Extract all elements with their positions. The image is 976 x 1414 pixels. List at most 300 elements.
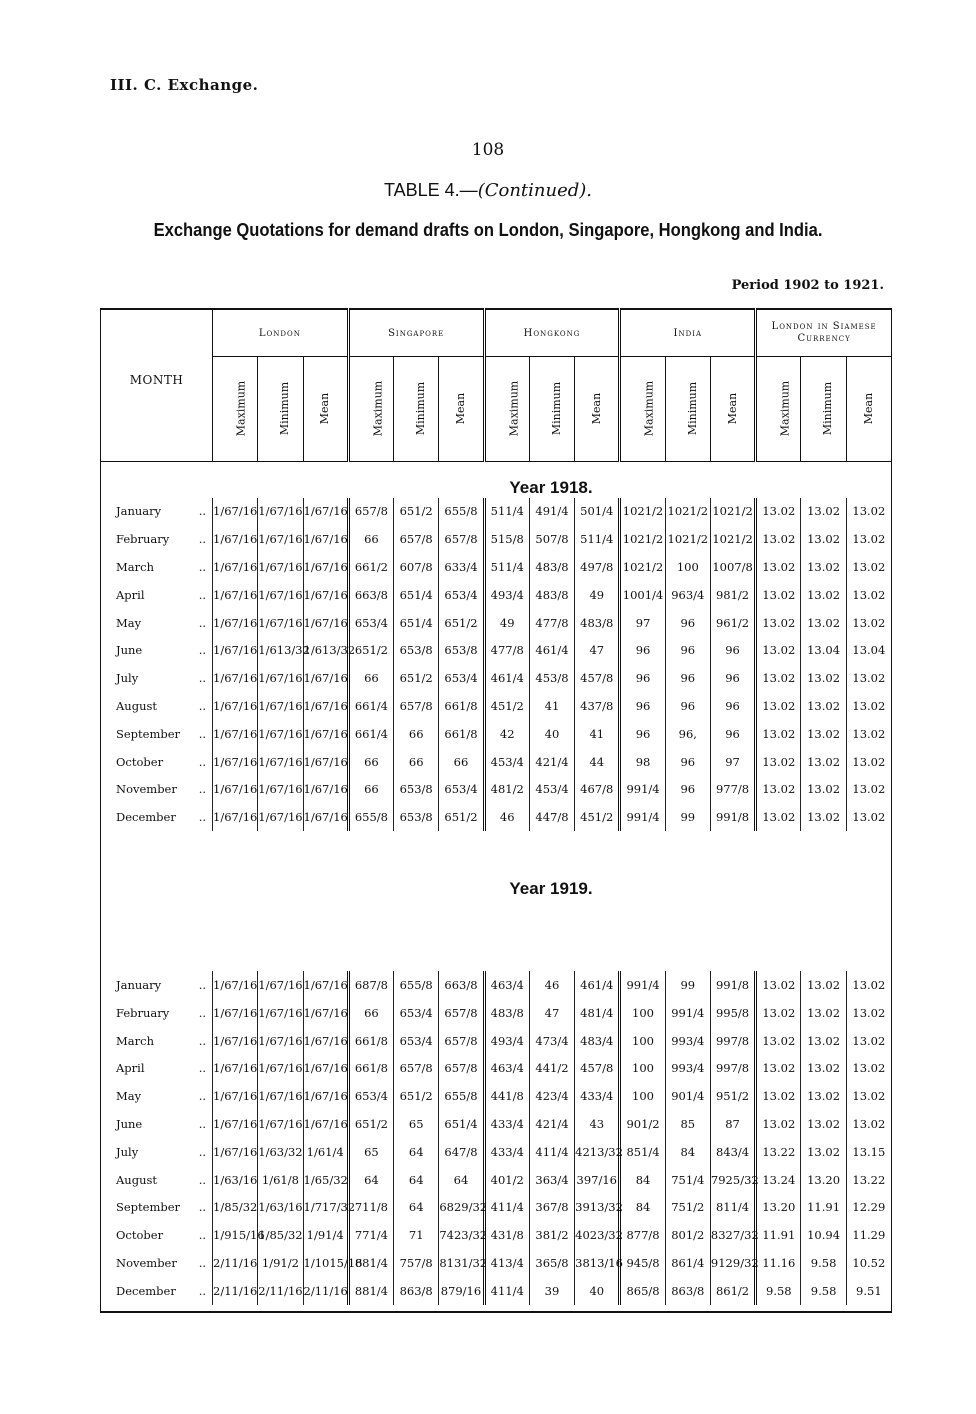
value-cell: 1/67/16 bbox=[213, 1054, 258, 1082]
value-cell: 655/8 bbox=[439, 1082, 484, 1110]
value-cell: 511/4 bbox=[484, 553, 529, 581]
table-row bbox=[101, 1082, 892, 1110]
leader-dots: .. bbox=[198, 559, 206, 574]
value-cell: 1/67/16 bbox=[303, 803, 348, 831]
month-cell bbox=[101, 609, 213, 637]
month-name: February bbox=[116, 532, 170, 547]
table-row bbox=[101, 553, 892, 581]
value-cell: 991/8 bbox=[710, 971, 755, 999]
spacer-row bbox=[101, 931, 892, 971]
value-cell: 43 bbox=[575, 1110, 620, 1138]
month-cell bbox=[101, 1221, 213, 1249]
month-name: May bbox=[116, 615, 142, 630]
month-name: December bbox=[116, 810, 176, 825]
value-cell: 2/11/16 bbox=[213, 1277, 258, 1305]
value-cell: 863/8 bbox=[394, 1277, 439, 1305]
month-name: July bbox=[116, 1144, 139, 1159]
value-cell: 13.02 bbox=[756, 498, 801, 526]
month-cell bbox=[101, 553, 213, 581]
value-cell: 993/4 bbox=[665, 1054, 710, 1082]
leader-dots: .. bbox=[198, 532, 206, 547]
value-cell: 1/67/16 bbox=[258, 664, 303, 692]
value-cell: 1/67/16 bbox=[258, 498, 303, 526]
value-cell: 13.02 bbox=[801, 498, 846, 526]
value-cell: 881/4 bbox=[348, 1249, 393, 1277]
value-cell: 13.02 bbox=[846, 692, 891, 720]
table-row bbox=[101, 1249, 892, 1277]
value-cell: 661/4 bbox=[348, 692, 393, 720]
month-name: October bbox=[116, 1228, 164, 1243]
col-header-text: Maximum bbox=[506, 381, 520, 437]
value-cell: 96 bbox=[620, 636, 665, 664]
value-cell: 13.04 bbox=[846, 636, 891, 664]
value-cell: 1007/8 bbox=[710, 553, 755, 581]
value-cell: 751/4 bbox=[665, 1166, 710, 1194]
value-cell: 365/8 bbox=[529, 1249, 574, 1277]
value-cell: 651/4 bbox=[394, 581, 439, 609]
value-cell: 64 bbox=[348, 1166, 393, 1194]
value-cell: 13.24 bbox=[756, 1166, 801, 1194]
value-cell: 651/2 bbox=[394, 1082, 439, 1110]
value-cell: 497/8 bbox=[575, 553, 620, 581]
value-cell: 441/8 bbox=[484, 1082, 529, 1110]
value-cell: 851/4 bbox=[620, 1138, 665, 1166]
value-cell: 96 bbox=[710, 720, 755, 748]
value-cell: 66 bbox=[348, 999, 393, 1027]
value-cell: 451/2 bbox=[575, 803, 620, 831]
value-cell: 13.02 bbox=[801, 748, 846, 776]
value-cell: 41 bbox=[529, 692, 574, 720]
col-header-text: Minimum bbox=[414, 382, 428, 436]
value-cell: 1/67/16 bbox=[258, 1110, 303, 1138]
value-cell: 71 bbox=[394, 1221, 439, 1249]
group-london-siamese: London in Siamese Currency bbox=[756, 309, 892, 357]
value-cell: 10.52 bbox=[846, 1249, 891, 1277]
value-cell: 13.02 bbox=[756, 664, 801, 692]
value-cell: 13.02 bbox=[756, 971, 801, 999]
value-cell: 12.29 bbox=[846, 1193, 891, 1221]
value-cell: 13.02 bbox=[801, 525, 846, 553]
col-header-london-minimum bbox=[258, 357, 303, 462]
col-header-siamese-maximum bbox=[756, 357, 801, 462]
leader-dots: .. bbox=[198, 504, 206, 519]
col-header-text: Minimum bbox=[550, 382, 564, 436]
value-cell: 39 bbox=[529, 1277, 574, 1305]
year-row-1918 bbox=[101, 461, 892, 498]
value-cell: 13.02 bbox=[756, 1082, 801, 1110]
col-header-text: Minimum bbox=[278, 382, 292, 436]
value-cell: 1/67/16 bbox=[213, 636, 258, 664]
value-cell: 661/8 bbox=[348, 1054, 393, 1082]
value-cell: 64 bbox=[439, 1166, 484, 1194]
value-cell: 453/4 bbox=[484, 748, 529, 776]
value-cell: 945/8 bbox=[620, 1249, 665, 1277]
value-cell: 963/4 bbox=[665, 581, 710, 609]
value-cell: 951/2 bbox=[710, 1082, 755, 1110]
table-row bbox=[101, 1221, 892, 1249]
value-cell: 13.02 bbox=[846, 1082, 891, 1110]
value-cell: 100 bbox=[620, 999, 665, 1027]
value-cell: 1/67/16 bbox=[303, 1110, 348, 1138]
value-cell: 100 bbox=[620, 1082, 665, 1110]
value-cell: 13.02 bbox=[801, 581, 846, 609]
col-header-text: Mean bbox=[590, 393, 604, 425]
value-cell: 96 bbox=[665, 775, 710, 803]
value-cell: 66 bbox=[348, 748, 393, 776]
month-cell bbox=[101, 636, 213, 664]
col-header-text: Maximum bbox=[778, 381, 792, 437]
leader-dots: .. bbox=[198, 587, 206, 602]
value-cell: 96 bbox=[665, 692, 710, 720]
table-row bbox=[101, 1138, 892, 1166]
value-cell: 42 bbox=[484, 720, 529, 748]
value-cell: 1/67/16 bbox=[213, 664, 258, 692]
value-cell: 66 bbox=[394, 720, 439, 748]
col-header-text: Maximum bbox=[642, 381, 656, 437]
table-subtitle: Exchange Quotations for demand drafts on London, Singapore, Hongkong and India. bbox=[153, 220, 823, 240]
leader-dots: .. bbox=[198, 1005, 206, 1020]
month-name: June bbox=[116, 1116, 143, 1131]
value-cell: 1/67/16 bbox=[258, 775, 303, 803]
value-cell: 1/67/16 bbox=[258, 553, 303, 581]
value-cell: 1/67/16 bbox=[258, 609, 303, 637]
group-india: India bbox=[620, 309, 756, 357]
value-cell: 13.02 bbox=[801, 971, 846, 999]
value-cell: 2/11/16 bbox=[303, 1277, 348, 1305]
value-cell: 13.02 bbox=[801, 1138, 846, 1166]
value-cell: 87 bbox=[710, 1110, 755, 1138]
sub-header-row bbox=[101, 357, 892, 462]
value-cell: 411/4 bbox=[484, 1193, 529, 1221]
value-cell: 653/4 bbox=[439, 775, 484, 803]
value-cell: 4213/32 bbox=[575, 1138, 620, 1166]
value-cell: 100 bbox=[620, 1054, 665, 1082]
value-cell: 65 bbox=[394, 1110, 439, 1138]
value-cell: 40 bbox=[529, 720, 574, 748]
col-header-siamese-mean bbox=[846, 357, 891, 462]
month-cell bbox=[101, 720, 213, 748]
value-cell: 1/67/16 bbox=[213, 692, 258, 720]
value-cell: 46 bbox=[529, 971, 574, 999]
value-cell: 66 bbox=[439, 748, 484, 776]
value-cell: 411/4 bbox=[484, 1277, 529, 1305]
value-cell: 1021/2 bbox=[665, 498, 710, 526]
month-cell bbox=[101, 1277, 213, 1305]
col-header-text: Maximum bbox=[234, 381, 248, 437]
value-cell: 991/4 bbox=[665, 999, 710, 1027]
value-cell: 96, bbox=[665, 720, 710, 748]
value-cell: 13.02 bbox=[846, 498, 891, 526]
leader-dots: .. bbox=[198, 1089, 206, 1104]
value-cell: 995/8 bbox=[710, 999, 755, 1027]
leader-dots: .. bbox=[198, 1033, 206, 1048]
value-cell: 1/67/16 bbox=[213, 1138, 258, 1166]
value-cell: 1/63/16 bbox=[213, 1166, 258, 1194]
value-cell: 1/67/16 bbox=[258, 720, 303, 748]
value-cell: 97 bbox=[710, 748, 755, 776]
value-cell: 84 bbox=[620, 1166, 665, 1194]
value-cell: 13.02 bbox=[801, 1054, 846, 1082]
value-cell: 10.94 bbox=[801, 1221, 846, 1249]
value-cell: 901/4 bbox=[665, 1082, 710, 1110]
value-cell: 657/8 bbox=[348, 498, 393, 526]
value-cell: 437/8 bbox=[575, 692, 620, 720]
value-cell: 13.20 bbox=[756, 1193, 801, 1221]
value-cell: 1/67/16 bbox=[213, 498, 258, 526]
value-cell: 1/67/16 bbox=[303, 609, 348, 637]
value-cell: 1/613/32 bbox=[303, 636, 348, 664]
value-cell: 861/2 bbox=[710, 1277, 755, 1305]
value-cell: 653/4 bbox=[439, 664, 484, 692]
year-label-1919: Year 1919. bbox=[509, 879, 593, 899]
month-name: July bbox=[116, 671, 139, 686]
value-cell: 44 bbox=[575, 748, 620, 776]
value-cell: 13.02 bbox=[801, 609, 846, 637]
value-cell: 66 bbox=[348, 525, 393, 553]
leader-dots: .. bbox=[198, 615, 206, 630]
table-row bbox=[101, 1193, 892, 1221]
value-cell: 977/8 bbox=[710, 775, 755, 803]
month-name: June bbox=[116, 643, 143, 658]
month-name: May bbox=[116, 1089, 142, 1104]
value-cell: 501/4 bbox=[575, 498, 620, 526]
value-cell: 661/2 bbox=[348, 553, 393, 581]
value-cell: 64 bbox=[394, 1166, 439, 1194]
page-number: 108 bbox=[471, 140, 505, 160]
value-cell: 84 bbox=[620, 1193, 665, 1221]
value-cell: 1/67/16 bbox=[303, 692, 348, 720]
value-cell: 13.20 bbox=[801, 1166, 846, 1194]
month-cell bbox=[101, 1249, 213, 1277]
value-cell: 421/4 bbox=[529, 748, 574, 776]
value-cell: 85 bbox=[665, 1110, 710, 1138]
value-cell: 98 bbox=[620, 748, 665, 776]
month-cell bbox=[101, 803, 213, 831]
value-cell: 411/4 bbox=[529, 1138, 574, 1166]
value-cell: 997/8 bbox=[710, 1027, 755, 1055]
value-cell: 13.02 bbox=[846, 775, 891, 803]
value-cell: 653/8 bbox=[394, 803, 439, 831]
value-cell: 97 bbox=[620, 609, 665, 637]
value-cell: 1/67/16 bbox=[213, 775, 258, 803]
table-row bbox=[101, 748, 892, 776]
month-name: November bbox=[116, 782, 177, 797]
month-name: March bbox=[116, 1033, 154, 1048]
value-cell: 13.02 bbox=[801, 775, 846, 803]
value-cell: 991/4 bbox=[620, 775, 665, 803]
value-cell: 653/4 bbox=[348, 609, 393, 637]
table-row bbox=[101, 1054, 892, 1082]
value-cell: 1001/4 bbox=[620, 581, 665, 609]
month-name: March bbox=[116, 559, 154, 574]
col-header-singapore-mean bbox=[439, 357, 484, 462]
value-cell: 9129/32 bbox=[710, 1249, 755, 1277]
value-cell: 1/67/16 bbox=[303, 999, 348, 1027]
leader-dots: .. bbox=[198, 782, 206, 797]
group-header-row bbox=[101, 309, 892, 357]
value-cell: 477/8 bbox=[529, 609, 574, 637]
value-cell: 13.02 bbox=[846, 720, 891, 748]
col-header-text: Mean bbox=[862, 393, 876, 425]
value-cell: 1021/2 bbox=[620, 525, 665, 553]
value-cell: 3913/32 bbox=[575, 1193, 620, 1221]
value-cell: 66 bbox=[394, 748, 439, 776]
value-cell: 483/8 bbox=[575, 609, 620, 637]
month-cell bbox=[101, 999, 213, 1027]
value-cell: 1/613/32 bbox=[258, 636, 303, 664]
value-cell: 1/67/16 bbox=[303, 775, 348, 803]
value-cell: 433/4 bbox=[484, 1138, 529, 1166]
value-cell: 13.15 bbox=[846, 1138, 891, 1166]
col-header-india-maximum bbox=[620, 357, 665, 462]
value-cell: 13.02 bbox=[801, 1027, 846, 1055]
value-cell: 997/8 bbox=[710, 1054, 755, 1082]
col-header-hongkong-minimum bbox=[529, 357, 574, 462]
value-cell: 47 bbox=[529, 999, 574, 1027]
value-cell: 64 bbox=[394, 1138, 439, 1166]
value-cell: 473/4 bbox=[529, 1027, 574, 1055]
month-cell bbox=[101, 664, 213, 692]
value-cell: 711/8 bbox=[348, 1193, 393, 1221]
value-cell: 877/8 bbox=[620, 1221, 665, 1249]
table-row bbox=[101, 609, 892, 637]
value-cell: 431/8 bbox=[484, 1221, 529, 1249]
col-header-india-minimum bbox=[665, 357, 710, 462]
value-cell: 1/67/16 bbox=[213, 581, 258, 609]
month-cell bbox=[101, 1193, 213, 1221]
leader-dots: .. bbox=[198, 1283, 206, 1298]
value-cell: 661/8 bbox=[348, 1027, 393, 1055]
value-cell: 13.02 bbox=[846, 525, 891, 553]
value-cell: 1/67/16 bbox=[258, 1027, 303, 1055]
value-cell: 1/67/16 bbox=[213, 999, 258, 1027]
value-cell: 13.02 bbox=[846, 1054, 891, 1082]
month-cell bbox=[101, 1138, 213, 1166]
value-cell: 13.02 bbox=[846, 1027, 891, 1055]
value-cell: 13.02 bbox=[756, 1054, 801, 1082]
value-cell: 7423/32 bbox=[439, 1221, 484, 1249]
value-cell: 13.02 bbox=[846, 971, 891, 999]
leader-dots: .. bbox=[198, 643, 206, 658]
value-cell: 13.02 bbox=[846, 609, 891, 637]
value-cell: 1/67/16 bbox=[258, 971, 303, 999]
value-cell: 13.02 bbox=[801, 692, 846, 720]
value-cell: 96 bbox=[665, 636, 710, 664]
value-cell: 66 bbox=[348, 664, 393, 692]
value-cell: 993/4 bbox=[665, 1027, 710, 1055]
month-cell bbox=[101, 1054, 213, 1082]
month-name: April bbox=[116, 587, 145, 602]
value-cell: 4023/32 bbox=[575, 1221, 620, 1249]
col-header-singapore-minimum bbox=[394, 357, 439, 462]
group-london: London bbox=[213, 309, 349, 357]
value-cell: 687/8 bbox=[348, 971, 393, 999]
value-cell: 651/4 bbox=[394, 609, 439, 637]
month-name: April bbox=[116, 1061, 145, 1076]
value-cell: 457/8 bbox=[575, 1054, 620, 1082]
value-cell: 483/4 bbox=[575, 1027, 620, 1055]
leader-dots: .. bbox=[198, 1200, 206, 1215]
month-cell bbox=[101, 525, 213, 553]
value-cell: 47 bbox=[575, 636, 620, 664]
value-cell: 13.02 bbox=[801, 999, 846, 1027]
col-header-hongkong-maximum bbox=[484, 357, 529, 462]
value-cell: 1/61/4 bbox=[303, 1138, 348, 1166]
value-cell: 663/8 bbox=[348, 581, 393, 609]
value-cell: 13.02 bbox=[756, 999, 801, 1027]
value-cell: 453/8 bbox=[529, 664, 574, 692]
value-cell: 96 bbox=[710, 664, 755, 692]
leader-dots: .. bbox=[198, 1061, 206, 1076]
value-cell: 507/8 bbox=[529, 525, 574, 553]
value-cell: 96 bbox=[620, 720, 665, 748]
value-cell: 1021/2 bbox=[620, 553, 665, 581]
value-cell: 423/4 bbox=[529, 1082, 574, 1110]
value-cell: 11.91 bbox=[801, 1193, 846, 1221]
leader-dots: .. bbox=[198, 698, 206, 713]
value-cell: 483/8 bbox=[529, 581, 574, 609]
value-cell: 1/85/32 bbox=[213, 1193, 258, 1221]
value-cell: 1/63/32 bbox=[258, 1138, 303, 1166]
table-row bbox=[101, 692, 892, 720]
value-cell: 657/8 bbox=[394, 692, 439, 720]
value-cell: 9.51 bbox=[846, 1277, 891, 1305]
table-row bbox=[101, 636, 892, 664]
value-cell: 655/8 bbox=[439, 498, 484, 526]
value-cell: 1/61/8 bbox=[258, 1166, 303, 1194]
value-cell: 96 bbox=[665, 748, 710, 776]
table-row bbox=[101, 664, 892, 692]
value-cell: 663/8 bbox=[439, 971, 484, 999]
value-cell: 879/16 bbox=[439, 1277, 484, 1305]
value-cell: 1/67/16 bbox=[303, 498, 348, 526]
leader-dots: .. bbox=[198, 1255, 206, 1270]
col-header-text: Mean bbox=[726, 393, 740, 425]
group-hongkong: Hongkong bbox=[484, 309, 620, 357]
value-cell: 1/67/16 bbox=[213, 525, 258, 553]
value-cell: 363/4 bbox=[529, 1166, 574, 1194]
value-cell: 657/8 bbox=[439, 1027, 484, 1055]
value-cell: 1021/2 bbox=[620, 498, 665, 526]
section-label: III. C. Exchange. bbox=[110, 76, 259, 94]
value-cell: 1/67/16 bbox=[303, 664, 348, 692]
value-cell: 1/67/16 bbox=[303, 553, 348, 581]
leader-dots: .. bbox=[198, 1144, 206, 1159]
month-cell bbox=[101, 1027, 213, 1055]
value-cell: 1/67/16 bbox=[303, 1027, 348, 1055]
value-cell: 1/91/2 bbox=[258, 1249, 303, 1277]
value-cell: 651/4 bbox=[439, 1110, 484, 1138]
value-cell: 13.02 bbox=[801, 1082, 846, 1110]
value-cell: 461/4 bbox=[575, 971, 620, 999]
value-cell: 1/67/16 bbox=[258, 999, 303, 1027]
value-cell: 1/67/16 bbox=[303, 1082, 348, 1110]
value-cell: 96 bbox=[665, 664, 710, 692]
leader-dots: .. bbox=[198, 1172, 206, 1187]
col-header-london-mean bbox=[303, 357, 348, 462]
value-cell: 11.16 bbox=[756, 1249, 801, 1277]
value-cell: 100 bbox=[620, 1027, 665, 1055]
value-cell: 801/2 bbox=[665, 1221, 710, 1249]
value-cell: 457/8 bbox=[575, 664, 620, 692]
value-cell: 1/67/16 bbox=[213, 609, 258, 637]
month-name: February bbox=[116, 1005, 170, 1020]
col-header-text: Mean bbox=[454, 393, 468, 425]
value-cell: 99 bbox=[665, 971, 710, 999]
value-cell: 511/4 bbox=[484, 498, 529, 526]
year-row-1919 bbox=[101, 831, 892, 931]
value-cell: 863/8 bbox=[665, 1277, 710, 1305]
